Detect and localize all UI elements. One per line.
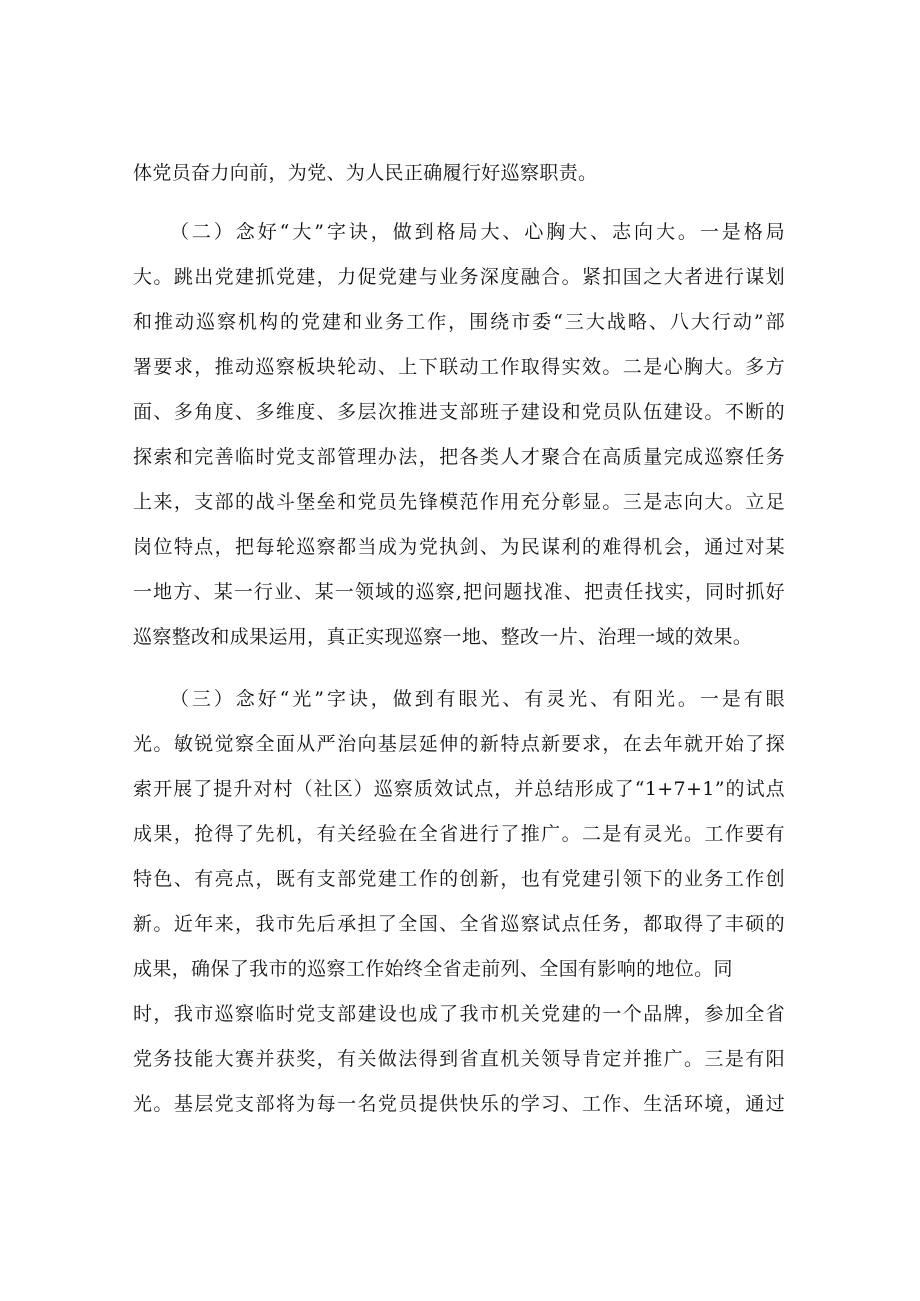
text-line-6: 面、多角度、多维度、多层次推进支部班子建设和党员队伍建设。不断的 [133,401,785,423]
text-line-13: 光。敏锐觉察全面从严治向基层延伸的新特点新要求，在去年就开始了探 [133,733,785,755]
text-line-16: 特色、有亮点，既有支部党建工作的创新，也有党建引领下的业务工作创 [133,868,785,890]
text-line-15: 成果，抢得了先机，有关经验在全省进行了推广。二是有灵光。工作要有 [133,823,785,845]
text-line-14: 索开展了提升对村（社区）巡察质效试点，并总结形成了“1+7+1”的试点 [133,778,785,800]
text-line-8: 上来，支部的战斗堡垒和党员先锋模范作用充分彰显。三是志向大。立足 [133,491,785,513]
text-line-11: 巡察整改和成果运用，真正实现巡察一地、整改一片、治理一域的效果。 [133,626,753,648]
text-line-5: 署要求，推动巡察板块轮动、上下联动工作取得实效。二是心胸大。多方 [133,356,785,378]
text-line-19: 时，我市巡察临时党支部建设也成了我市机关党建的一个品牌，参加全省 [133,1003,785,1025]
text-line-2: （二）念好“大”字诀，做到格局大、心胸大、志向大。一是格局 [170,221,785,243]
text-line-12: （三）念好“光”字诀，做到有眼光、有灵光、有阳光。一是有眼 [170,688,785,710]
text-line-10: 一地方、某一行业、某一领域的巡察,把问题找准、把责任找实，同时抓好 [133,581,785,603]
text-line-9: 岗位特点，把每轮巡察都当成为党执剑、为民谋利的难得机会，通过对某 [133,536,785,558]
text-line-20: 党务技能大赛并获奖，有关做法得到省直机关领导肯定并推广。三是有阳 [133,1048,785,1070]
text-line-4: 和推动巡察机构的党建和业务工作，围绕市委“三大战略、八大行动”部 [133,311,785,333]
text-line-3: 大。跳出党建抓党建，力促党建与业务深度融合。紧扣国之大者进行谋划 [133,266,785,288]
text-line-18: 成果，确保了我市的巡察工作始终全省走前列、全国有影响的地位。同 [133,958,733,980]
text-line-7: 探索和完善临时党支部管理办法，把各类人才聚合在高质量完成巡察任务 [133,446,785,468]
text-line-17: 新。近年来，我市先后承担了全国、全省巡察试点任务，都取得了丰硕的 [133,913,785,935]
text-line-21: 光。基层党支部将为每一名党员提供快乐的学习、工作、生活环境，通过 [133,1093,785,1115]
text-line-1: 体党员奋力向前，为党、为人民正确履行好巡察职责。 [133,162,598,184]
